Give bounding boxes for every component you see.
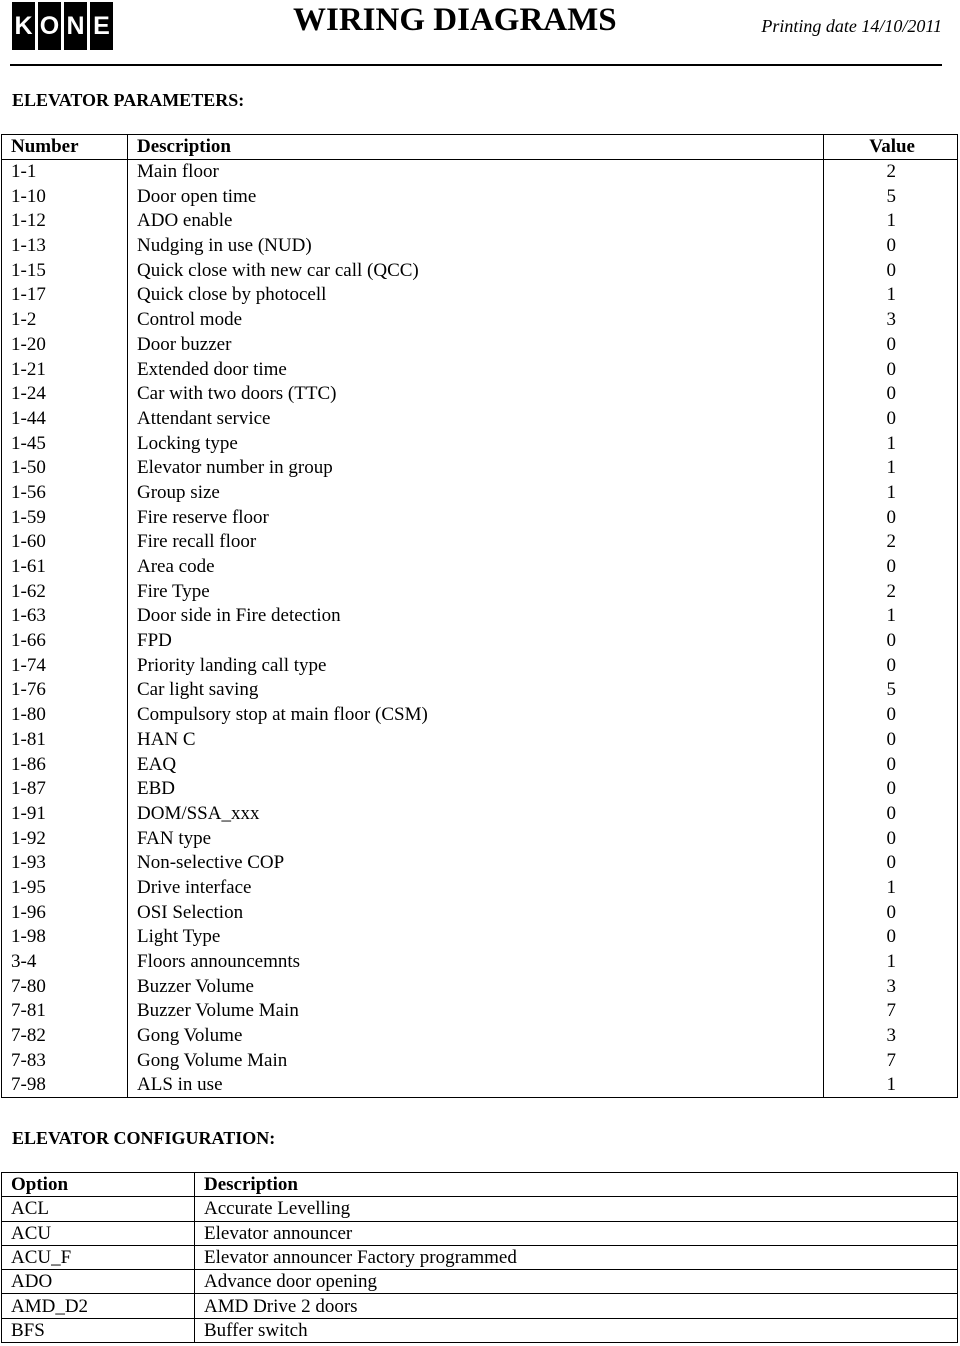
parameter-number: 1-74 — [2, 653, 128, 678]
parameter-number: 7-81 — [2, 999, 128, 1024]
parameter-number: 1-63 — [2, 604, 128, 629]
table-row — [2, 826, 958, 851]
configuration-heading — [12, 1128, 275, 1149]
parameter-value: 1 — [824, 480, 958, 505]
parameter-description: Control mode — [128, 307, 824, 332]
parameter-number: 1-98 — [2, 925, 128, 950]
table-row — [2, 1048, 958, 1073]
table-row — [2, 1197, 958, 1221]
parameter-number: 1-17 — [2, 283, 128, 308]
configuration-table-body — [2, 1197, 958, 1343]
table-row — [2, 159, 958, 184]
kone-logo — [12, 2, 113, 50]
parameter-description: Door buzzer — [128, 332, 824, 357]
page-header — [10, 0, 942, 66]
parameter-description: Gong Volume Main — [128, 1048, 824, 1073]
table-row — [2, 307, 958, 332]
parameter-description: FAN type — [128, 826, 824, 851]
printing-date: Printing date 14/10/2011 — [761, 16, 942, 36]
parameter-value: 0 — [824, 233, 958, 258]
table-row — [2, 604, 958, 629]
configuration-table — [1, 1172, 958, 1343]
parameter-value: 5 — [824, 678, 958, 703]
parameter-value: 0 — [824, 752, 958, 777]
config-description: Buffer switch — [195, 1318, 958, 1342]
table-row — [2, 925, 958, 950]
parameter-value: 0 — [824, 628, 958, 653]
parameter-description: Quick close with new car call (QCC) — [128, 258, 824, 283]
parameter-description: OSI Selection — [128, 900, 824, 925]
parameter-number: 1-10 — [2, 184, 128, 209]
parameters-table — [1, 134, 958, 1098]
parameter-description: Area code — [128, 554, 824, 579]
parameter-value: 7 — [824, 999, 958, 1024]
parameter-number: 1-21 — [2, 357, 128, 382]
parameter-number: 1-80 — [2, 702, 128, 727]
parameter-value: 0 — [824, 776, 958, 801]
parameter-description: FPD — [128, 628, 824, 653]
table-row — [2, 455, 958, 480]
parameter-value: 1 — [824, 604, 958, 629]
parameter-description: Locking type — [128, 431, 824, 456]
table-row — [2, 1318, 958, 1342]
parameter-description: Floors announcemnts — [128, 949, 824, 974]
parameter-value: 1 — [824, 875, 958, 900]
table-row — [2, 900, 958, 925]
parameter-value: 0 — [824, 727, 958, 752]
parameter-value: 1 — [824, 209, 958, 234]
parameter-value: 3 — [824, 974, 958, 999]
parameter-number: 1-86 — [2, 752, 128, 777]
parameter-description: Main floor — [128, 159, 824, 184]
parameter-number: 1-92 — [2, 826, 128, 851]
parameter-value: 2 — [824, 530, 958, 555]
table-row — [2, 752, 958, 777]
table-row — [2, 1023, 958, 1048]
parameter-number: 1-15 — [2, 258, 128, 283]
config-option: ACL — [2, 1197, 195, 1221]
parameter-description: Compulsory stop at main floor (CSM) — [128, 702, 824, 727]
parameter-number: 1-20 — [2, 332, 128, 357]
table-row — [2, 727, 958, 752]
table-row — [2, 678, 958, 703]
parameter-value: 7 — [824, 1048, 958, 1073]
table-row — [2, 579, 958, 604]
parameter-value: 5 — [824, 184, 958, 209]
table-row — [2, 283, 958, 308]
parameter-value: 0 — [824, 702, 958, 727]
parameter-description: Non-selective COP — [128, 850, 824, 875]
config-option: BFS — [2, 1318, 195, 1342]
parameter-description: Quick close by photocell — [128, 283, 824, 308]
parameter-description: Gong Volume — [128, 1023, 824, 1048]
table-row — [2, 850, 958, 875]
parameter-value: 0 — [824, 653, 958, 678]
table-row — [2, 530, 958, 555]
parameter-number: 1-13 — [2, 233, 128, 258]
logo-letter: E — [90, 2, 113, 50]
table-row — [2, 1245, 958, 1269]
table-row — [2, 233, 958, 258]
table-row — [2, 258, 958, 283]
parameter-number: 7-83 — [2, 1048, 128, 1073]
table-row — [2, 653, 958, 678]
table-row — [2, 480, 958, 505]
parameter-number: 1-81 — [2, 727, 128, 752]
parameter-number: 1-76 — [2, 678, 128, 703]
parameter-description: Fire recall floor — [128, 530, 824, 555]
parameter-value: 2 — [824, 579, 958, 604]
table-row — [2, 1073, 958, 1098]
table-row — [2, 505, 958, 530]
parameter-description: Car light saving — [128, 678, 824, 703]
parameter-description: Door open time — [128, 184, 824, 209]
config-description: Accurate Levelling — [195, 1197, 958, 1221]
parameter-value: 0 — [824, 554, 958, 579]
parameter-number: 7-82 — [2, 1023, 128, 1048]
table-row — [2, 406, 958, 431]
config-description: AMD Drive 2 doors — [195, 1294, 958, 1318]
table-row — [2, 776, 958, 801]
parameter-description: HAN C — [128, 727, 824, 752]
parameter-value: 0 — [824, 505, 958, 530]
parameter-description: Fire reserve floor — [128, 505, 824, 530]
parameter-number: 1-61 — [2, 554, 128, 579]
column-header-number: Number — [2, 135, 128, 160]
logo-letter: N — [64, 2, 87, 50]
parameter-number: 1-62 — [2, 579, 128, 604]
parameters-table-body — [2, 159, 958, 1097]
table-row — [2, 999, 958, 1024]
parameter-number: 1-44 — [2, 406, 128, 431]
column-header-description: Description — [128, 135, 824, 160]
table-header-row — [2, 1173, 958, 1197]
table-row — [2, 628, 958, 653]
config-description: Advance door opening — [195, 1270, 958, 1294]
parameter-description: Buzzer Volume Main — [128, 999, 824, 1024]
parameter-number: 7-80 — [2, 974, 128, 999]
parameters-heading — [12, 90, 244, 111]
parameter-value: 1 — [824, 1073, 958, 1098]
parameter-value: 0 — [824, 332, 958, 357]
parameter-description: Car with two doors (TTC) — [128, 381, 824, 406]
parameter-value: 0 — [824, 801, 958, 826]
parameter-number: 1-12 — [2, 209, 128, 234]
parameter-description: Buzzer Volume — [128, 974, 824, 999]
parameter-number: 1-66 — [2, 628, 128, 653]
table-row — [2, 1221, 958, 1245]
parameter-description: Drive interface — [128, 875, 824, 900]
parameter-value: 0 — [824, 381, 958, 406]
table-row — [2, 1270, 958, 1294]
column-header-description: Description — [195, 1173, 958, 1197]
logo-letter: K — [12, 2, 35, 50]
table-row — [2, 702, 958, 727]
parameter-number: 1-45 — [2, 431, 128, 456]
table-row — [2, 332, 958, 357]
parameter-value: 0 — [824, 826, 958, 851]
parameter-number: 1-56 — [2, 480, 128, 505]
parameter-description: Extended door time — [128, 357, 824, 382]
table-row — [2, 801, 958, 826]
parameter-description: ADO enable — [128, 209, 824, 234]
parameter-value: 0 — [824, 258, 958, 283]
config-option: ACU — [2, 1221, 195, 1245]
parameter-value: 0 — [824, 406, 958, 431]
parameter-number: 1-1 — [2, 159, 128, 184]
parameter-value: 1 — [824, 283, 958, 308]
parameter-description: Fire Type — [128, 579, 824, 604]
table-row — [2, 974, 958, 999]
parameter-value: 0 — [824, 850, 958, 875]
parameter-number: 3-4 — [2, 949, 128, 974]
column-header-option: Option — [2, 1173, 195, 1197]
parameter-value: 1 — [824, 431, 958, 456]
table-row — [2, 949, 958, 974]
parameter-value: 0 — [824, 925, 958, 950]
table-row — [2, 184, 958, 209]
configuration-heading-text: ELEVATOR CONFIGURATION: — [12, 1128, 276, 1148]
parameter-number: 1-59 — [2, 505, 128, 530]
parameter-description: ALS in use — [128, 1073, 824, 1098]
config-description: Elevator announcer — [195, 1221, 958, 1245]
table-row — [2, 1294, 958, 1318]
parameter-number: 7-98 — [2, 1073, 128, 1098]
parameter-description: Attendant service — [128, 406, 824, 431]
parameter-value: 3 — [824, 1023, 958, 1048]
table-row — [2, 209, 958, 234]
parameter-number: 1-2 — [2, 307, 128, 332]
table-row — [2, 357, 958, 382]
parameters-heading-text: ELEVATOR PARAMETERS: — [12, 90, 245, 110]
parameter-value: 1 — [824, 455, 958, 480]
config-option: AMD_D2 — [2, 1294, 195, 1318]
parameter-description: Priority landing call type — [128, 653, 824, 678]
parameter-number: 1-96 — [2, 900, 128, 925]
table-row — [2, 875, 958, 900]
parameter-value: 2 — [824, 159, 958, 184]
table-header-row — [2, 135, 958, 160]
parameter-value: 3 — [824, 307, 958, 332]
parameter-value: 0 — [824, 357, 958, 382]
parameter-description: Elevator number in group — [128, 455, 824, 480]
table-row — [2, 554, 958, 579]
parameter-description: Nudging in use (NUD) — [128, 233, 824, 258]
page-title: WIRING DIAGRAMS — [293, 2, 617, 38]
table-row — [2, 381, 958, 406]
parameter-number: 1-91 — [2, 801, 128, 826]
config-option: ADO — [2, 1270, 195, 1294]
parameter-number: 1-60 — [2, 530, 128, 555]
config-option: ACU_F — [2, 1245, 195, 1269]
parameter-description: Door side in Fire detection — [128, 604, 824, 629]
column-header-value: Value — [824, 135, 958, 160]
parameter-number: 1-87 — [2, 776, 128, 801]
parameter-number: 1-93 — [2, 850, 128, 875]
parameter-number: 1-50 — [2, 455, 128, 480]
parameter-description: EAQ — [128, 752, 824, 777]
parameter-description: Light Type — [128, 925, 824, 950]
parameter-value: 1 — [824, 949, 958, 974]
parameter-number: 1-95 — [2, 875, 128, 900]
parameter-description: Group size — [128, 480, 824, 505]
parameter-description: DOM/SSA_xxx — [128, 801, 824, 826]
config-description: Elevator announcer Factory programmed — [195, 1245, 958, 1269]
parameter-description: EBD — [128, 776, 824, 801]
table-row — [2, 431, 958, 456]
parameter-number: 1-24 — [2, 381, 128, 406]
parameter-value: 0 — [824, 900, 958, 925]
logo-letter: O — [38, 2, 61, 50]
